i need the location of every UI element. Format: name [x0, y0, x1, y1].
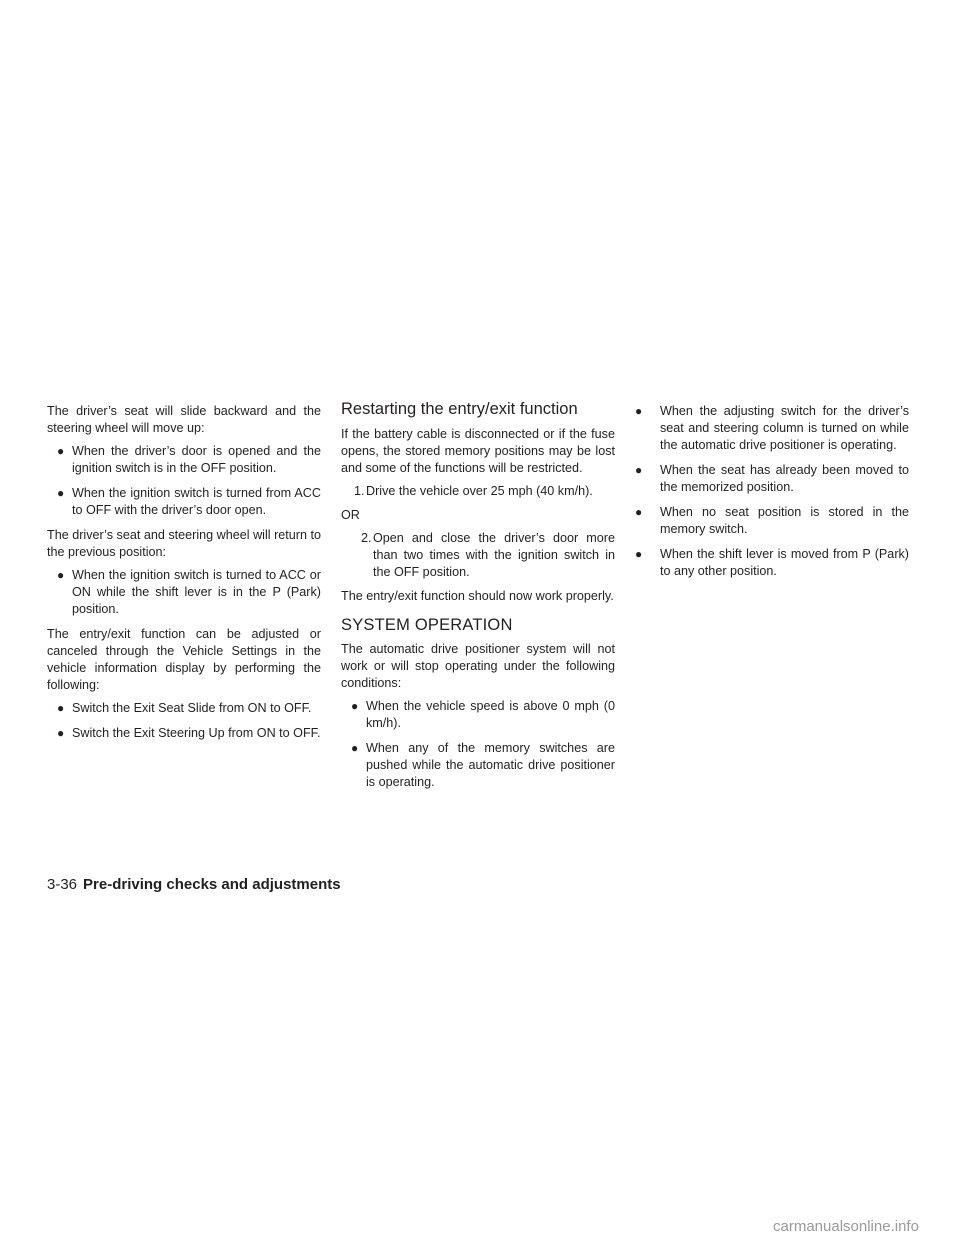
page-number: 3-36 — [47, 876, 78, 893]
section-heading: Restarting the entry/exit function — [341, 400, 578, 418]
column-2 — [341, 400, 615, 799]
bullet-item: ● When the ignition switch is turned to ACC or ON while the shift lever is in the P (Park) position. — [57, 568, 321, 616]
bullet-icon: ● — [351, 741, 359, 755]
column-1 — [47, 403, 321, 750]
bullet-item: ● When any of the memory switches are pushed while the automatic drive positioner is operating. — [351, 741, 615, 789]
bullet-icon: ● — [57, 444, 65, 458]
paragraph: The entry/exit function should now work properly. — [341, 589, 614, 603]
paragraph: The driver’s seat and steering wheel will return to the previous position: — [47, 528, 321, 559]
bullet-icon: ● — [57, 568, 65, 582]
bullet-item: ● When the ignition switch is turned from ACC to OFF with the driver’s door open. — [57, 486, 321, 517]
bullet-icon: ● — [351, 699, 359, 713]
bullet-icon: ● — [635, 463, 643, 477]
bullet-item: ● When no seat position is stored in the memory switch. — [635, 505, 909, 536]
numbered-step: 2. Open and close the driver’s door more than two times with the ignition switch in the OFF position. — [361, 531, 615, 579]
or-text: OR — [341, 508, 360, 522]
column-3 — [635, 403, 909, 588]
bullet-item: ● When the seat has already been moved to the memorized position. — [635, 463, 909, 494]
bullet-item: ● When the vehicle speed is above 0 mph (0 km/h). — [351, 699, 615, 730]
paragraph: If the battery cable is disconnected or if the fuse opens, the stored memory positions may be lost and some of the functions will be restricted. — [341, 427, 615, 475]
section-title: Pre-driving checks and adjustments — [83, 876, 341, 893]
bullet-icon: ● — [635, 547, 643, 561]
step-number: 2. — [361, 531, 372, 545]
page-footer — [47, 876, 341, 893]
watermark: carmanualsonline.info — [773, 1218, 919, 1235]
bullet-icon: ● — [635, 404, 643, 418]
section-heading: SYSTEM OPERATION — [341, 616, 513, 634]
paragraph: The entry/exit function can be adjusted or canceled through the Vehicle Settings in the vehicle information display by performing the following: — [47, 627, 321, 692]
bullet-item: ● When the shift lever is moved from P (Park) to any other position. — [635, 547, 909, 578]
bullet-item: ● Switch the Exit Steering Up from ON to OFF. — [57, 726, 321, 740]
step-number: 1. — [354, 484, 365, 498]
numbered-step: 1. Drive the vehicle over 25 mph (40 km/h). — [354, 484, 593, 498]
paragraph: The driver’s seat will slide backward and the steering wheel will move up: — [47, 404, 321, 435]
bullet-icon: ● — [57, 701, 65, 715]
bullet-item: ● When the adjusting switch for the driver’s seat and steering column is turned on while the automatic drive positioner is operating. — [635, 404, 909, 452]
bullet-icon: ● — [635, 505, 643, 519]
bullet-icon: ● — [57, 486, 65, 500]
bullet-icon: ● — [57, 726, 65, 740]
paragraph: The automatic drive positioner system will not work or will stop operating under the following conditions: — [341, 642, 615, 690]
bullet-item: ● Switch the Exit Seat Slide from ON to OFF. — [57, 701, 312, 715]
bullet-item: ● When the driver’s door is opened and the ignition switch is in the OFF position. — [57, 444, 321, 475]
